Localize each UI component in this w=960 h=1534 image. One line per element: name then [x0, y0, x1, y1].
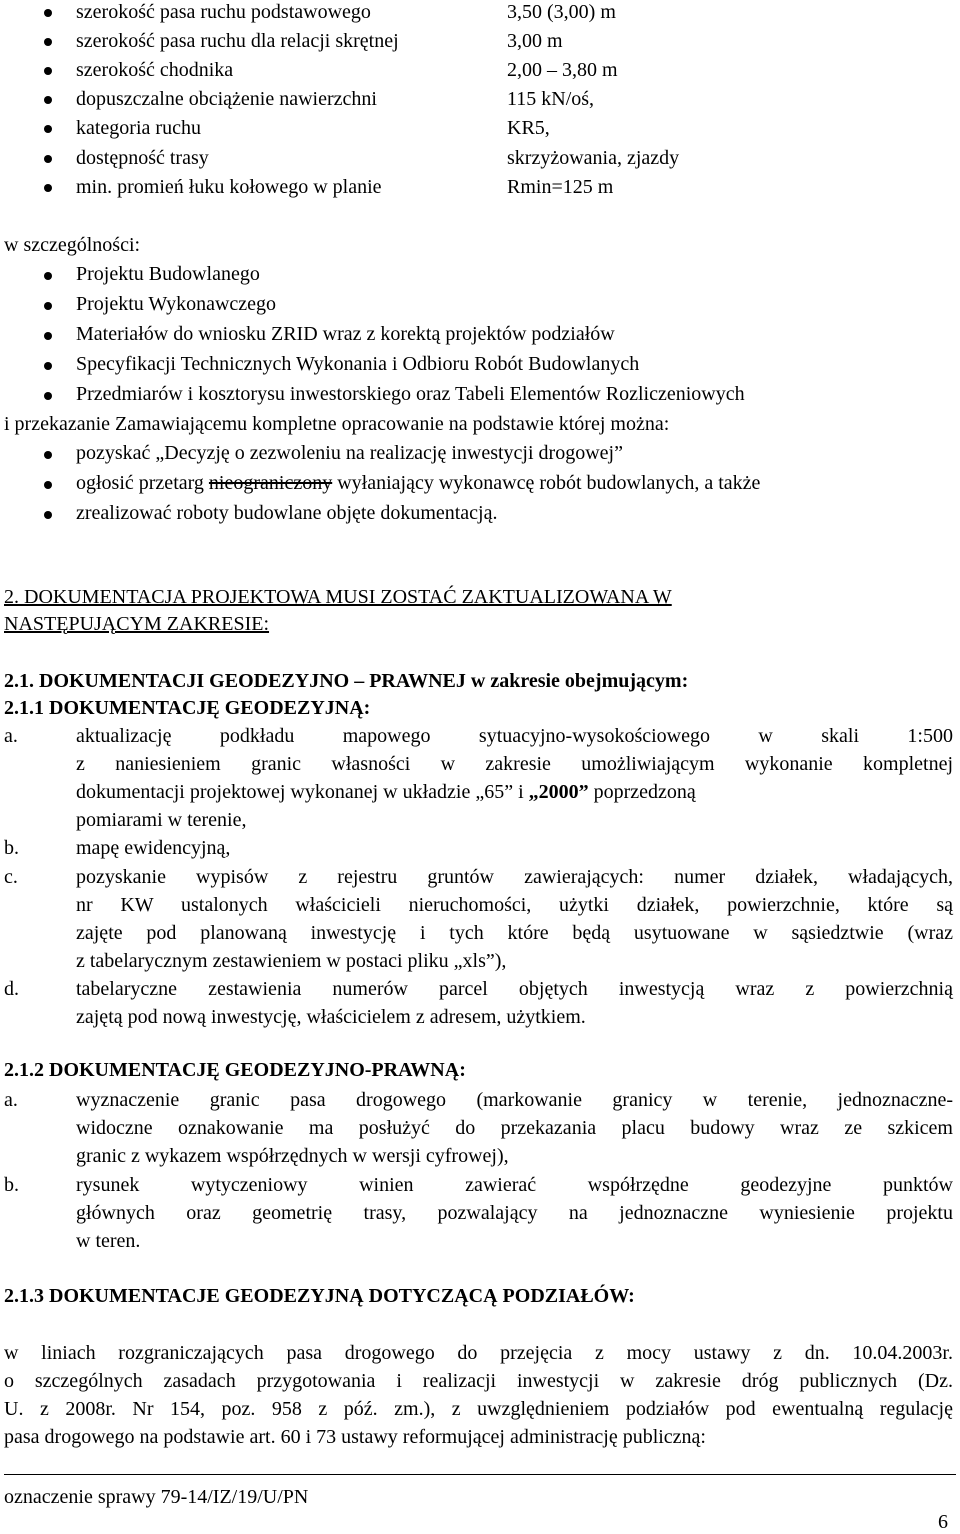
section-heading: 2. DOKUMENTACJA PROJEKTOWA MUSI ZOSTAĆ ZAKTUALIZOWANA W: [4, 586, 672, 608]
list-item: Projektu Wykonawczego: [76, 293, 277, 315]
param-label: szerokość pasa ruchu dla relacji skrętnej: [76, 30, 399, 52]
item-letter: a.: [4, 725, 18, 747]
item-line: nr KW ustalonych właścicieli nieruchomości, użytki działek, powierzchnie, które są: [76, 894, 953, 916]
list-item: Specyfikacji Technicznych Wykonania i Odbioru Robót Budowlanych: [76, 353, 640, 375]
param-label: szerokość pasa ruchu podstawowego: [76, 1, 371, 23]
list-item: zrealizować roboty budowlane objęte dokumentacją.: [76, 502, 498, 524]
goal-text: ogłosić przetarg: [76, 472, 209, 494]
list-item: Materiałów do wniosku ZRID wraz z korektą projektów podziałów: [76, 323, 615, 345]
item-line: widoczne oznakowanie ma posłużyć do przekazania placu budowy wraz ze szkicem: [76, 1117, 953, 1139]
item-line: zajęte pod planowaną inwestycję i tych które będą usytuowane w sąsiedztwie (wraz: [76, 922, 953, 944]
paragraph-line: w liniach rozgraniczających pasa drogowego do przejęcia z mocy ustawy z dn. 10.04.2003r.: [4, 1342, 953, 1364]
bullet-icon: [44, 155, 52, 163]
param-label: dopuszczalne obciążenie nawierzchni: [76, 88, 377, 110]
bullet-icon: [44, 184, 52, 192]
param-value: skrzyżowania, zjazdy: [507, 147, 680, 169]
footer-divider: [4, 1474, 956, 1475]
item-line: z naniesieniem granic własności w zakresie umożliwiającym wykonanie kompletnej: [76, 753, 953, 775]
item-letter: c.: [4, 866, 18, 888]
item-line: w teren.: [76, 1230, 141, 1252]
item-line: z tabelarycznym zestawieniem w postaci pliku „xls”),: [76, 950, 507, 972]
param-label: dostępność trasy: [76, 147, 209, 169]
section-heading: NASTĘPUJĄCYM ZAKRESIE:: [4, 613, 270, 635]
subsection-heading: 2.1. DOKUMENTACJI GEODEZYJNO – PRAWNEJ w zakresie obejmującym:: [4, 670, 689, 692]
item-line: rysunek wytyczeniowy winien zawierać współrzędne geodezyjne punktów: [76, 1174, 953, 1196]
item-line-text: poprzedzoną: [588, 781, 696, 803]
bullet-icon: [44, 9, 52, 17]
bullet-icon: [44, 451, 52, 459]
param-value: Rmin=125 m: [507, 176, 614, 198]
item-line: pozyskanie wypisów z rejestru gruntów zawierających: numer działek, władających,: [76, 866, 953, 888]
list-item: Projektu Budowlanego: [76, 263, 260, 285]
param-value: 115 kN/oś,: [507, 88, 595, 110]
item-line: tabelaryczne zestawienia numerów parcel objętych inwestycją wraz z powierzchnią: [76, 978, 953, 1000]
item-line-bold: „2000”: [528, 781, 589, 803]
item-letter: b.: [4, 837, 19, 859]
param-value: KR5,: [507, 117, 550, 139]
item-line: granic z wykazem współrzędnych w wersji cyfrowej),: [76, 1145, 509, 1167]
page-number: 6: [938, 1511, 948, 1533]
bullet-icon: [44, 511, 52, 519]
bullet-icon: [44, 481, 52, 489]
paragraph-line: o szczególnych zasadach przygotowania i realizacji inwestycji w zakresie dróg publicznych (Dz.: [4, 1370, 953, 1392]
handover-text: i przekazanie Zamawiającemu kompletne opracowanie na podstawie której można:: [4, 413, 670, 435]
bullet-icon: [44, 38, 52, 46]
paragraph-line: U. z 2008r. Nr 154, poz. 958 z póź. zm.), z uwzględnieniem podziałów pod ewentualną regulację: [4, 1398, 953, 1420]
param-label: kategoria ruchu: [76, 117, 201, 139]
subsection-heading: 2.1.3 DOKUMENTACJE GEODEZYJNĄ DOTYCZĄCĄ PODZIAŁÓW:: [4, 1285, 635, 1307]
bullet-icon: [44, 125, 52, 133]
bullet-icon: [44, 67, 52, 75]
item-letter: b.: [4, 1174, 19, 1196]
item-line: głównych oraz geometrię trasy, pozwalający na jednoznaczne wyniesienie projektu: [76, 1202, 953, 1224]
item-line: aktualizację podkładu mapowego sytuacyjno-wysokościowego w skali 1:500: [76, 725, 953, 747]
item-line: zajętą pod nową inwestycję, właścicielem z adresem, użytkiem.: [76, 1006, 586, 1028]
param-value: 3,00 m: [507, 30, 563, 52]
list-item: Przedmiarów i kosztorysu inwestorskiego oraz Tabeli Elementów Rozliczeniowych: [76, 383, 745, 405]
bullet-icon: [44, 392, 52, 400]
subsection-heading: 2.1.2 DOKUMENTACJĘ GEODEZYJNO-PRAWNĄ:: [4, 1059, 466, 1081]
item-line: wyznaczenie granic pasa drogowego (markowanie granicy w terenie, jednoznaczne-: [76, 1089, 953, 1111]
goal-text: wyłaniający wykonawcę robót budowlanych, a także: [332, 472, 761, 494]
param-value: 2,00 – 3,80 m: [507, 59, 618, 81]
param-label: szerokość chodnika: [76, 59, 234, 81]
item-line: [76, 778, 953, 806]
item-line-text: dokumentacji projektowej wykonanej w układzie „65” i: [76, 781, 529, 803]
subsection-heading: 2.1.1 DOKUMENTACJĘ GEODEZYJNĄ:: [4, 697, 371, 719]
list-item: pozyskać „Decyzję o zezwoleniu na realizację inwestycji drogowej”: [76, 442, 623, 464]
item-line: mapę ewidencyjną,: [76, 837, 231, 859]
param-value: 3,50 (3,00) m: [507, 1, 616, 23]
item-letter: a.: [4, 1089, 18, 1111]
bullet-icon: [44, 96, 52, 104]
paragraph-line: pasa drogowego na podstawie art. 60 i 73 ustawy reformującej administrację publiczną:: [4, 1426, 706, 1448]
struck-text: nieograniczony: [208, 472, 333, 494]
bullet-icon: [44, 302, 52, 310]
bullet-icon: [44, 332, 52, 340]
list-item: [76, 473, 760, 493]
item-letter: d.: [4, 978, 19, 1000]
bullet-icon: [44, 272, 52, 280]
case-reference: oznaczenie sprawy 79-14/IZ/19/U/PN: [4, 1486, 309, 1508]
bullet-icon: [44, 362, 52, 370]
param-label: min. promień łuku kołowego w planie: [76, 176, 382, 198]
item-line: pomiarami w terenie,: [76, 809, 247, 831]
intro-text: w szczególności:: [4, 234, 141, 256]
